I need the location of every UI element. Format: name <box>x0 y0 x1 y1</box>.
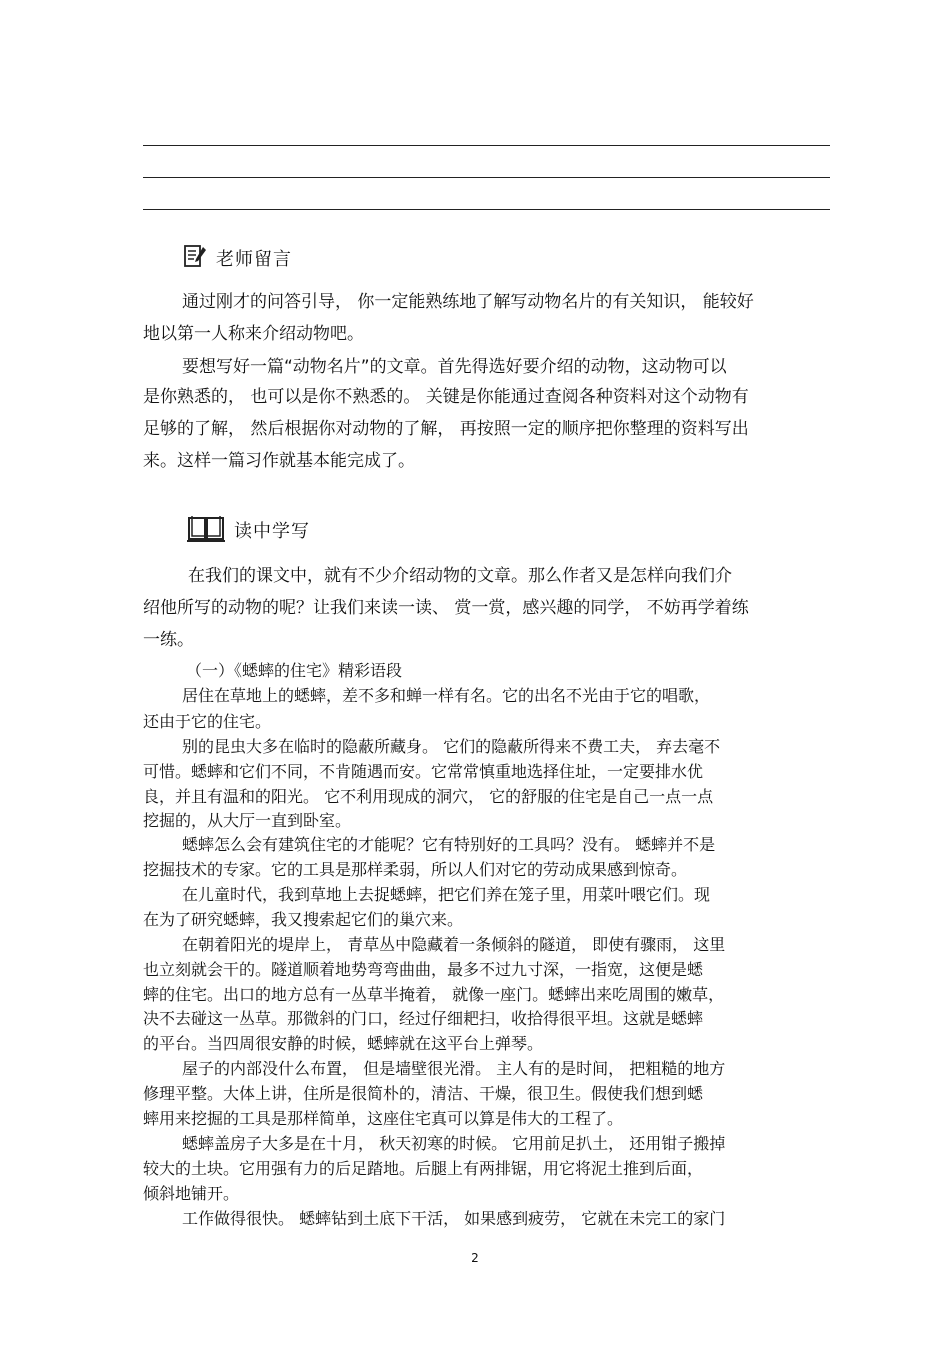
answer-line-2 <box>143 177 830 178</box>
teacher-note-line: 地以第一人称来介绍动物吧。 <box>143 324 364 344</box>
answer-line-1 <box>143 145 830 146</box>
passage-line: 挖掘的，从大厅一直到卧室。 <box>143 811 352 830</box>
page-number: 2 <box>471 1251 479 1265</box>
reading-intro-line: 绍他所写的动物的呢？让我们来读一读、 赏一赏，感兴趣的同学， 不妨再学着练 <box>143 598 749 618</box>
teacher-note-title: 老师留言 <box>216 249 292 270</box>
note-pencil-icon <box>182 243 208 273</box>
passage-line: 倾斜地铺开。 <box>143 1184 240 1203</box>
passage-line: 蟀用来挖掘的工具是那样简单，这座住宅真可以算是伟大的工程了。 <box>143 1109 624 1128</box>
teacher-note-line: 是你熟悉的， 也可以是你不熟悉的。 关键是你能通过查阅各种资料对这个动物有 <box>143 387 749 407</box>
passage-line: 在儿童时代，我到草地上去捉蟋蟀，把它们养在笼子里，用菜叶喂它们。现 <box>182 885 711 904</box>
teacher-note-line: 要想写好一篇“动物名片”的文章。首先得选好要介绍的动物，这动物可以 <box>182 357 727 377</box>
passage-line: 屋子的内部没什么布置， 但是墙壁很光滑。 主人有的是时间， 把粗糙的地方 <box>182 1059 726 1078</box>
passage-line: 良，并且有温和的阳光。 它不利用现成的洞穴， 它的舒服的住宅是自己一点一点 <box>143 787 714 806</box>
passage-line: 工作做得很快。 蟋蟀钻到土底下干活， 如果感到疲劳， 它就在未完工的家门 <box>182 1209 726 1228</box>
passage-line: 在朝着阳光的堤岸上， 青草丛中隐藏着一条倾斜的隧道， 即使有骤雨， 这里 <box>182 935 726 954</box>
reading-intro-line: 一练。 <box>143 630 194 650</box>
teacher-note-heading <box>182 243 292 273</box>
teacher-note-line: 来。这样一篇习作就基本能完成了。 <box>143 451 415 471</box>
answer-line-3 <box>143 209 830 210</box>
teacher-note-line: 足够的了解， 然后根据你对动物的了解， 再按照一定的顺序把你整理的资料写出 <box>143 419 749 439</box>
passage-line: 居住在草地上的蟋蟀，差不多和蝉一样有名。它的出名不光由于它的唱歌， <box>182 686 711 705</box>
passage-line: 在为了研究蟋蟀，我又搜索起它们的巢穴来。 <box>143 910 464 929</box>
passage-line: 决不去碰这一丛草。那微斜的门口，经过仔细耙扫，收拾得很平坦。这就是蟋蟀 <box>143 1009 704 1028</box>
passage-line: 也立刻就会干的。隧道顺着地势弯弯曲曲，最多不过九寸深，一指宽，这便是蟋 <box>143 960 704 979</box>
passage-line: 修理平整。大体上讲，住所是很简朴的，清洁、干燥，很卫生。假使我们想到蟋 <box>143 1084 704 1103</box>
passage-line: 别的昆虫大多在临时的隐蔽所藏身。 它们的隐蔽所得来不费工夫， 弃去毫不 <box>182 737 721 756</box>
passage-line: 可惜。蟋蟀和它们不同，不肯随遇而安。它常常慎重地选择住址，一定要排水优 <box>143 762 704 781</box>
passage-line: 蟀的住宅。出口的地方总有一丛草半掩着， 就像一座门。蟋蟀出来吃周围的嫩草， <box>143 985 725 1004</box>
reading-intro-line: 在我们的课文中，就有不少介绍动物的文章。那么作者又是怎样向我们介 <box>188 566 732 586</box>
reading-section-heading <box>186 513 310 547</box>
teacher-note-line: 通过刚才的问答引导， 你一定能熟练地了解写动物名片的有关知识， 能较好 <box>182 292 754 312</box>
passage-line: 挖掘技术的专家。它的工具是那样柔弱，所以人们对它的劳动成果感到惊奇。 <box>143 860 688 879</box>
passage-title: （一）《蟋蟀的住宅》精彩语段 <box>186 661 403 680</box>
passage-line: 较大的土块。它用强有力的后足踏地。后腿上有两排锯，用它将泥土推到后面， <box>143 1159 704 1178</box>
passage-line: 的平台。当四周很安静的时候，蟋蟀就在这平台上弹琴。 <box>143 1034 544 1053</box>
passage-line: 蟋蟀盖房子大多是在十月， 秋天初寒的时候。 它用前足扒土， 还用钳子搬掉 <box>182 1134 726 1153</box>
open-book-icon <box>186 513 226 547</box>
passage-line: 还由于它的住宅。 <box>143 712 272 731</box>
passage-line: 蟋蟀怎么会有建筑住宅的才能呢？它有特别好的工具吗？没有。 蟋蟀并不是 <box>182 835 716 854</box>
reading-section-title: 读中学写 <box>234 521 310 542</box>
